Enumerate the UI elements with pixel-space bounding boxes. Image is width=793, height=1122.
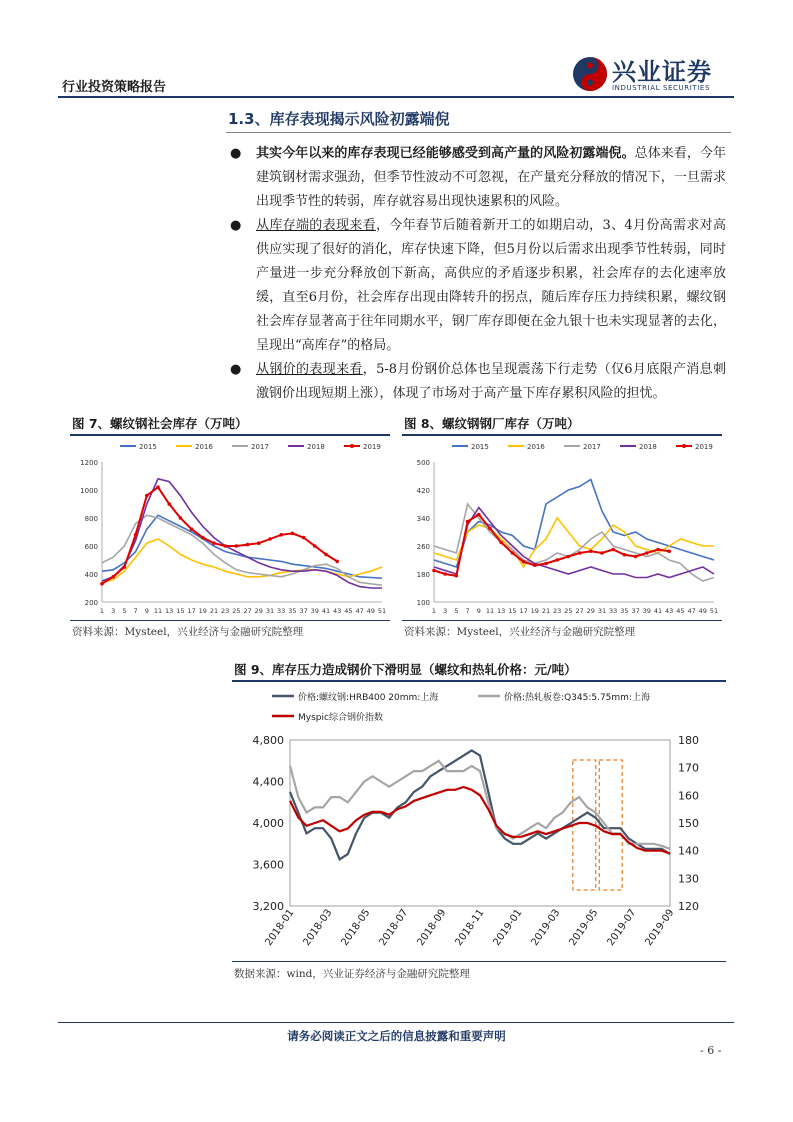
x-tick-label: 11	[485, 607, 495, 615]
x-tick-label: 9	[144, 607, 149, 615]
data-point-2019	[134, 533, 138, 537]
legend-label-2016: 2016	[527, 443, 545, 451]
x-tick-label: 27	[243, 607, 252, 615]
x-tick-label: 5	[122, 607, 127, 615]
data-point-2019	[179, 516, 183, 520]
data-point-2019	[268, 537, 272, 541]
x-tick-label: 39	[310, 607, 319, 615]
data-point-2019	[302, 536, 306, 540]
data-point-2019	[223, 544, 227, 548]
y-right-tick-label: 170	[678, 761, 699, 775]
legend-label: 价格:热轧板卷:Q345:5.75mm:上海	[504, 693, 650, 703]
x-tick-label: 23	[553, 607, 562, 615]
x-tick-label: 2018-07	[377, 907, 411, 948]
x-tick-label: 23	[221, 607, 230, 615]
data-point-2019	[123, 565, 127, 569]
y-tick-label: 800	[84, 515, 98, 523]
x-tick-label: 15	[176, 607, 185, 615]
x-tick-label: 13	[165, 607, 174, 615]
data-point-2019	[190, 527, 194, 531]
fig7-title: 图 7、螺纹钢社会库存（万吨）	[72, 416, 248, 431]
fig7-source: 资料来源：Mysteel，兴业经济与金融研究院整理	[72, 626, 304, 638]
fig7-chart	[70, 438, 390, 620]
bullet-lead: 从钢价的表现来看	[256, 362, 363, 377]
y-tick-label: 340	[416, 515, 430, 523]
plot-border	[290, 740, 670, 906]
bullet-dot-icon: ●	[230, 218, 242, 233]
fig8-bottom-rule	[402, 620, 722, 621]
data-point-2019	[443, 572, 447, 576]
legend-label-2016: 2016	[195, 443, 213, 451]
y-right-tick-label: 120	[678, 900, 699, 913]
data-point-2019	[589, 549, 593, 553]
fig7-bottom-rule	[70, 620, 390, 621]
x-tick-label: 49	[698, 607, 707, 615]
data-point-2019	[145, 494, 149, 498]
data-point-2019	[246, 543, 250, 547]
legend-label-2018: 2018	[639, 443, 657, 451]
y-left-tick-label: 4,400	[252, 775, 284, 789]
x-tick-label: 45	[676, 607, 685, 615]
data-point-2019	[488, 527, 492, 531]
y-tick-label: 100	[416, 599, 430, 607]
fig9-title: 图 9、库存压力造成钢价下滑明显（螺纹和热轧价格：元/吨）	[234, 662, 577, 677]
fig8-title: 图 8、螺纹钢钢厂库存（万吨）	[404, 416, 580, 431]
x-tick-label: 39	[642, 607, 651, 615]
x-tick-label: 35	[288, 607, 297, 615]
x-tick-label: 2019-07	[605, 907, 639, 948]
bullet-body: ，5-8月份钢价总体也呈现震荡下行走势（仅6月底限产消息刺激钢价出现短期上涨），体现了市场对于高产量下库存累积风险的担忧。	[256, 362, 726, 401]
data-point-2019	[578, 551, 582, 555]
x-tick-label: 25	[564, 607, 573, 615]
x-tick-label: 43	[665, 607, 674, 615]
legend-marker-2019	[350, 444, 354, 448]
y-tick-label: 400	[84, 571, 98, 579]
report-type: 行业投资策略报告	[62, 80, 167, 95]
data-point-2019	[111, 575, 115, 579]
x-tick-label: 3	[111, 607, 116, 615]
x-tick-label: 1	[99, 607, 105, 615]
x-tick-label: 2019-05	[567, 907, 601, 948]
legend-label-2015: 2015	[139, 443, 157, 451]
bullet-item	[228, 358, 726, 406]
x-tick-label: 47	[355, 607, 364, 615]
legend-label-2019: 2019	[363, 443, 381, 451]
data-point-2019	[567, 555, 571, 559]
x-tick-label: 51	[377, 607, 387, 615]
legend-marker-2019	[682, 444, 686, 448]
data-point-2019	[634, 555, 638, 559]
data-point-2019	[257, 541, 261, 545]
bullet-item	[228, 142, 726, 214]
data-point-2019	[656, 548, 660, 552]
data-point-2019	[645, 551, 649, 555]
data-point-2019	[335, 560, 339, 564]
x-tick-label: 49	[366, 607, 375, 615]
x-tick-label: 43	[333, 607, 342, 615]
y-tick-label: 420	[416, 487, 430, 495]
series-line-2016	[434, 518, 714, 567]
y-left-tick-label: 4,000	[252, 817, 284, 830]
data-point-2019	[455, 574, 459, 578]
y-left-tick-label: 4,800	[252, 734, 284, 747]
legend-label-2017: 2017	[251, 443, 269, 451]
legend-label-2019: 2019	[695, 443, 713, 451]
x-tick-label: 7	[133, 607, 138, 615]
x-tick-label: 7	[465, 607, 470, 615]
x-tick-label: 15	[508, 607, 517, 615]
x-tick-label: 27	[575, 607, 584, 615]
x-tick-label: 2018-01	[263, 907, 297, 948]
y-tick-label: 1200	[80, 459, 98, 467]
x-tick-label: 33	[609, 607, 618, 615]
x-tick-label: 51	[709, 607, 719, 615]
x-tick-label: 29	[586, 607, 595, 615]
x-tick-label: 45	[344, 607, 353, 615]
x-tick-label: 25	[232, 607, 241, 615]
x-tick-label: 13	[497, 607, 506, 615]
fig9-source: 数据来源：wind，兴业证券经济与金融研究院整理	[234, 968, 470, 980]
x-tick-label: 19	[530, 607, 539, 615]
y-tick-label: 500	[416, 459, 430, 467]
x-tick-label: 29	[254, 607, 263, 615]
data-point-2019	[555, 558, 559, 562]
fig9-bottom-rule	[232, 961, 726, 962]
x-tick-label: 35	[620, 607, 629, 615]
data-point-2019	[100, 582, 104, 586]
data-point-2019	[533, 563, 537, 567]
data-point-2019	[212, 541, 216, 545]
bullet-lead: 从库存端的表现来看	[256, 218, 376, 233]
x-tick-label: 17	[519, 607, 528, 615]
bullet-lead: 其实今年以来的库存表现已经能够感受到高产量的风险初露端倪。	[256, 146, 635, 161]
y-tick-label: 260	[416, 543, 430, 551]
y-right-tick-label: 150	[678, 817, 699, 830]
x-tick-label: 31	[265, 607, 275, 615]
x-tick-label: 37	[299, 607, 308, 615]
bullet-body: 总体来看，今年建筑钢材需求强劲，但季节性波动不可忽视，在产量充分释放的情况下，一旦需求出现季节性的转弱，库存就容易出现快速累积的风险。	[256, 146, 726, 209]
data-point-2019	[235, 544, 239, 548]
data-point-2019	[511, 551, 515, 555]
y-right-tick-label: 140	[678, 844, 699, 858]
data-point-2019	[544, 562, 548, 566]
fig8-title-rule	[402, 434, 722, 436]
section-title: 1.3、库存表现揭示风险初露端倪	[228, 110, 450, 128]
y-tick-label: 1000	[80, 487, 98, 495]
x-tick-label: 2018-05	[339, 907, 373, 948]
data-point-2019	[291, 532, 295, 536]
data-point-2019	[477, 513, 481, 517]
bullet-list	[228, 142, 726, 406]
x-tick-label: 1	[431, 607, 437, 615]
x-tick-label: 17	[187, 607, 196, 615]
y-tick-label: 200	[84, 599, 98, 607]
legend-label-2015: 2015	[471, 443, 489, 451]
bullet-dot-icon: ●	[230, 362, 242, 377]
data-point-2019	[623, 553, 627, 557]
x-tick-label: 31	[597, 607, 607, 615]
data-point-2019	[466, 520, 470, 524]
bullet-dot-icon: ●	[230, 146, 242, 161]
data-point-2019	[522, 560, 526, 564]
data-point-2019	[611, 548, 615, 552]
x-tick-label: 21	[209, 607, 219, 615]
brand-name-en: INDUSTRIAL SECURITIES	[612, 84, 710, 92]
y-left-tick-label: 3,600	[252, 858, 284, 872]
x-tick-label: 11	[153, 607, 163, 615]
data-point-2019	[313, 544, 317, 548]
x-tick-label: 21	[541, 607, 551, 615]
x-tick-label: 2018-09	[415, 907, 449, 948]
data-point-2019	[600, 551, 604, 555]
x-tick-label: 47	[687, 607, 696, 615]
y-right-tick-label: 160	[678, 789, 699, 803]
x-tick-label: 2018-11	[453, 907, 487, 948]
data-point-2019	[432, 569, 436, 573]
fig7-title-rule	[70, 434, 390, 436]
y-right-tick-label: 130	[678, 872, 699, 886]
x-tick-label: 5	[454, 607, 459, 615]
x-tick-label: 2019-03	[529, 907, 563, 948]
brand-logo-icon	[572, 56, 608, 96]
fig9-title-rule	[232, 680, 726, 682]
header-divider	[58, 96, 734, 98]
series-line	[290, 761, 670, 849]
x-tick-label: 9	[476, 607, 481, 615]
y-right-tick-label: 180	[678, 734, 699, 747]
y-tick-label: 600	[84, 543, 98, 551]
data-point-2019	[201, 536, 205, 540]
series-line-2018	[434, 508, 714, 578]
fig8-source: 资料来源：Mysteel，兴业经济与金融研究院整理	[404, 626, 636, 638]
x-tick-label: 33	[277, 607, 286, 615]
x-tick-label: 2019-09	[643, 907, 677, 948]
x-tick-label: 41	[321, 607, 331, 615]
legend-label-2018: 2018	[307, 443, 325, 451]
y-tick-label: 180	[416, 571, 430, 579]
x-tick-label: 2018-03	[301, 907, 335, 948]
x-tick-label: 37	[631, 607, 640, 615]
bullet-item	[228, 214, 726, 358]
data-point-2019	[499, 541, 503, 545]
y-left-tick-label: 3,200	[252, 900, 284, 913]
section-divider	[226, 132, 731, 133]
series-line	[290, 787, 670, 853]
page-number: - 6 -	[700, 1044, 722, 1057]
x-tick-label: 2019-01	[491, 907, 525, 948]
fig8-chart	[402, 438, 722, 620]
data-point-2019	[279, 533, 283, 537]
data-point-2019	[167, 502, 171, 506]
fig9-chart	[232, 684, 726, 960]
legend-label-2017: 2017	[583, 443, 601, 451]
data-point-2019	[156, 485, 160, 489]
footer-divider	[58, 1022, 734, 1023]
brand-name: 兴业证券	[612, 58, 712, 86]
data-point-2019	[667, 549, 671, 553]
x-tick-label: 41	[653, 607, 663, 615]
bullet-body: ，今年春节后随着新开工的如期启动，3、4月份高需求对高供应实现了很好的消化，库存快速下降，但5月份以后需求出现季节性转弱，同时产量进一步充分释放创下新高，高供应的矛盾逐步积累，社会库存的去化速率放缓，直至6月份，社会库存出现由降转升的拐点，随后库存压力持续积累，螺纹钢社会库存显著高于往年同期水平，钢厂库存即便在金九银十也未实现显著的去化，呈现出“高库存”的格局。	[256, 218, 726, 353]
x-tick-label: 19	[198, 607, 207, 615]
series-line	[290, 750, 670, 859]
data-point-2019	[324, 553, 328, 557]
legend-label: Myspic综合钢价指数	[298, 713, 383, 723]
x-tick-label: 3	[443, 607, 448, 615]
legend-label: 价格:螺纹钢:HRB400 20mm:上海	[298, 693, 439, 703]
footer-disclaimer: 请务必阅读正文之后的信息披露和重要声明	[287, 1029, 506, 1043]
